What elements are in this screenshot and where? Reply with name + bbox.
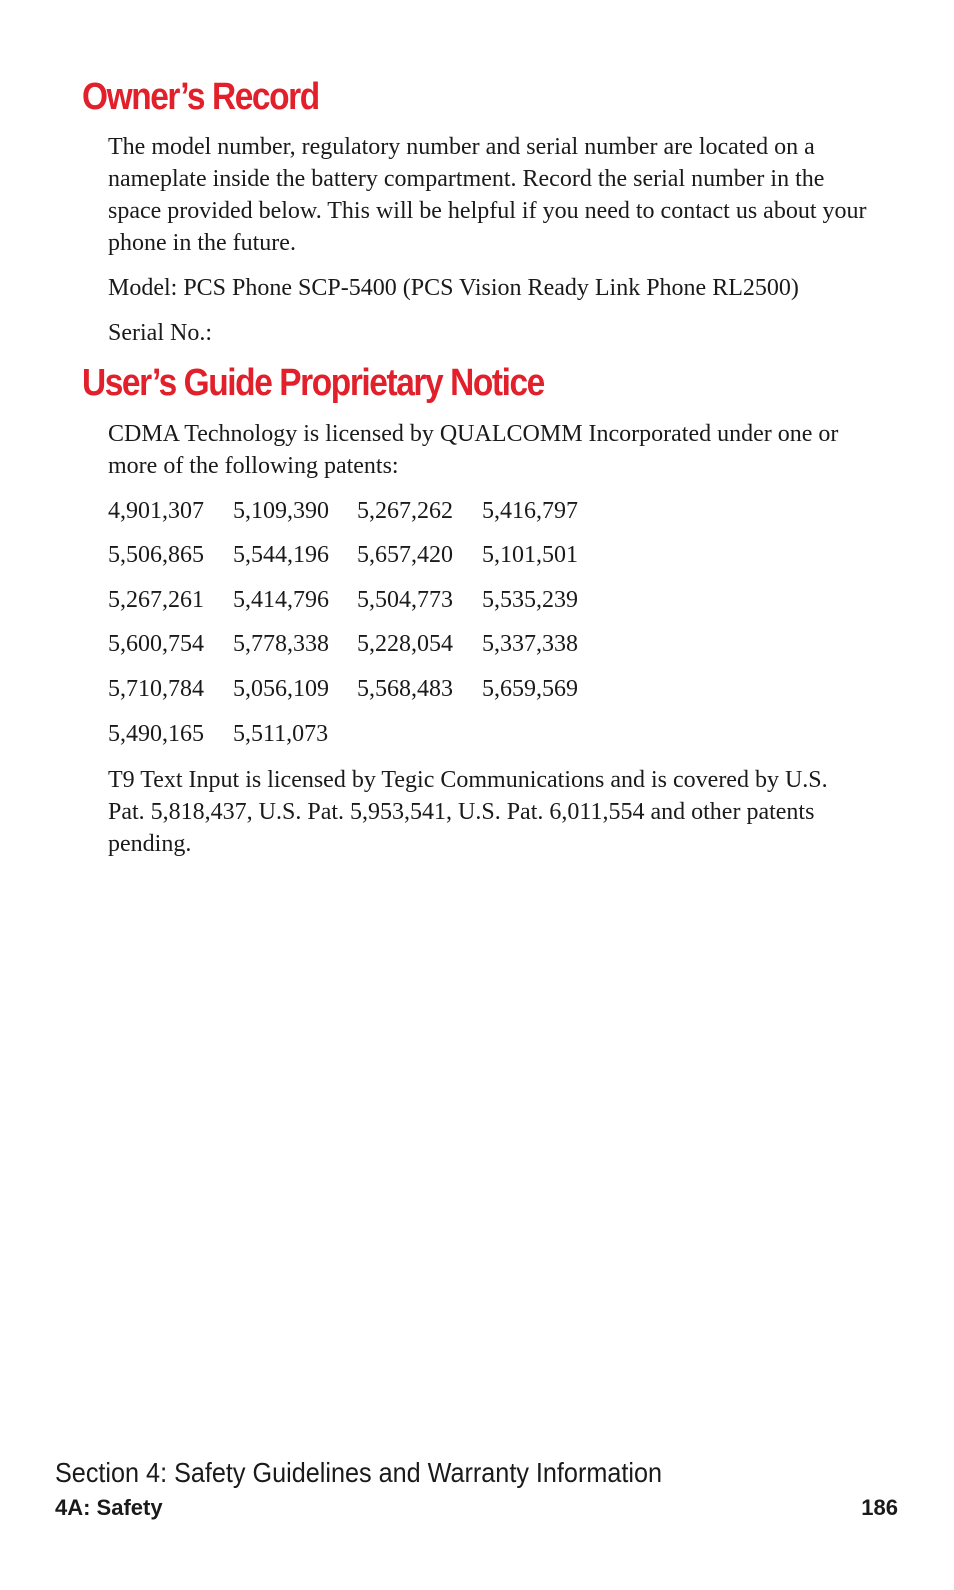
patent-number: 5,267,261: [108, 587, 204, 613]
patent-number: 4,901,307: [108, 498, 204, 524]
patent-number: 5,511,073: [233, 721, 329, 747]
patent-number: 5,600,754: [108, 631, 204, 657]
cdma-license-text: CDMA Technology is licensed by QUALCOMM Incorporated under one or more of the following patents:: [108, 421, 839, 479]
footer-section-title: Section 4: Safety Guidelines and Warranty Information: [55, 1457, 662, 1488]
owners-record-title: Owner’s Record: [82, 76, 319, 118]
t9-license-text: T9 Text Input is licensed by Tegic Communications and is covered by U.S. Pat. 5,818,437, U.S. Pat. 5,953,541, U.S. Pat. 6,011,554 and other patents pending.: [108, 767, 828, 857]
patent-number: 5,109,390: [233, 498, 329, 524]
owners-record-intro: The model number, regulatory number and serial number are located on a nameplate inside the battery compartment. Record the serial number in the space provided below. This will be helpful if you need to contact us about your phone in the future.: [108, 134, 867, 256]
patent-number: 5,267,262: [357, 498, 453, 524]
patent-number: 5,506,865: [108, 542, 204, 568]
patent-number: 5,778,338: [233, 631, 329, 657]
proprietary-notice-title: User’s Guide Proprietary Notice: [82, 362, 544, 404]
patent-number: 5,710,784: [108, 676, 204, 702]
patent-number: 5,337,338: [482, 631, 578, 657]
page-number: 186: [861, 1495, 898, 1520]
patent-number: 5,659,569: [482, 676, 578, 702]
patent-number: 5,228,054: [357, 631, 453, 657]
patent-number: 5,504,773: [357, 587, 453, 613]
patent-number: 5,535,239: [482, 587, 578, 613]
patent-number: 5,056,109: [233, 676, 329, 702]
patent-number: 5,414,796: [233, 587, 329, 613]
patent-number: 5,490,165: [108, 721, 204, 747]
patent-number: 5,657,420: [357, 542, 453, 568]
patent-number: 5,544,196: [233, 542, 329, 568]
patent-number: 5,568,483: [357, 676, 453, 702]
serial-number-label: Serial No.:: [108, 320, 212, 346]
model-line: Model: PCS Phone SCP-5400 (PCS Vision Ready Link Phone RL2500): [108, 275, 799, 301]
patent-number: 5,101,501: [482, 542, 578, 568]
footer-subsection: 4A: Safety: [55, 1495, 163, 1520]
patent-number: 5,416,797: [482, 498, 578, 524]
